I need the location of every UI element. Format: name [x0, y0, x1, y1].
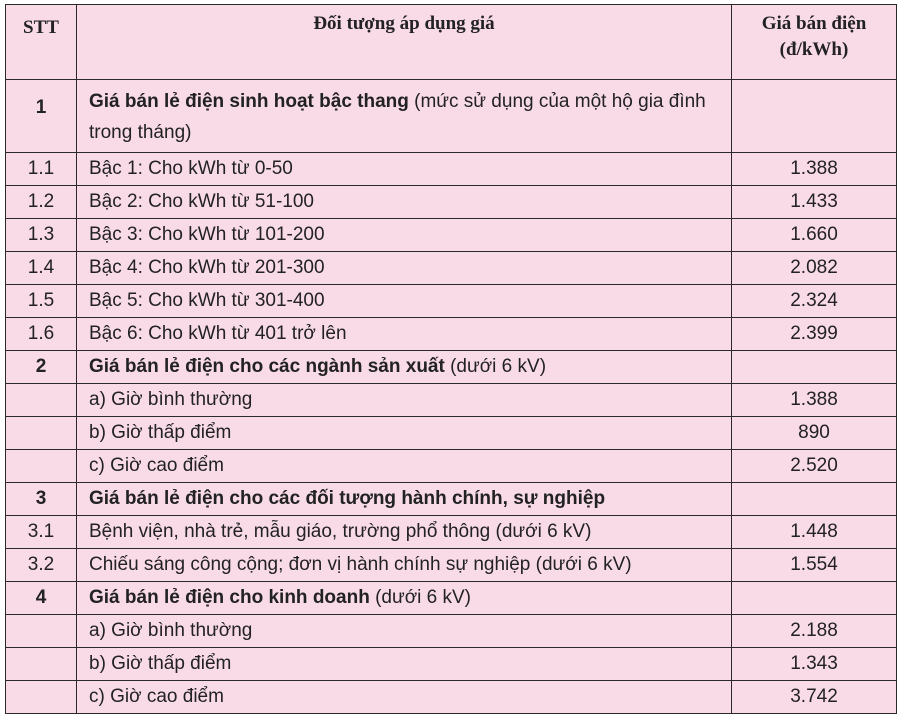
row-stt	[6, 384, 77, 417]
table-row	[6, 219, 897, 252]
row-label: Bệnh viện, nhà trẻ, mẫu giáo, trường phổ thông (dưới 6 kV)	[77, 516, 732, 549]
row-label-bold: Giá bán lẻ điện cho các ngành sản xuất	[89, 356, 445, 377]
row-stt: 1.1	[6, 153, 77, 186]
row-label	[77, 483, 732, 516]
row-label: b) Giờ thấp điểm	[77, 648, 732, 681]
row-price	[732, 351, 897, 384]
row-price: 890	[732, 417, 897, 450]
row-price: 1.388	[732, 384, 897, 417]
row-stt: 3.2	[6, 549, 77, 582]
row-stt: 1.5	[6, 285, 77, 318]
row-label: Bậc 1: Cho kWh từ 0-50	[77, 153, 732, 186]
table-row	[6, 582, 897, 615]
table-row	[6, 450, 897, 483]
table-row	[6, 384, 897, 417]
row-stt: 2	[6, 351, 77, 384]
table-row	[6, 80, 897, 153]
table-row	[6, 648, 897, 681]
row-price: 2.188	[732, 615, 897, 648]
row-stt	[6, 681, 77, 714]
row-label: b) Giờ thấp điểm	[77, 417, 732, 450]
row-label-bold: Giá bán lẻ điện cho kinh doanh	[89, 587, 370, 608]
row-stt	[6, 648, 77, 681]
row-label	[77, 351, 732, 384]
header-price-line1: Giá bán điện	[761, 13, 867, 34]
row-price: 2.520	[732, 450, 897, 483]
row-stt: 1.3	[6, 219, 77, 252]
table-row	[6, 681, 897, 714]
row-stt: 1.4	[6, 252, 77, 285]
row-label	[77, 80, 732, 153]
row-label: c) Giờ cao điểm	[77, 450, 732, 483]
row-label: c) Giờ cao điểm	[77, 681, 732, 714]
table-header-row	[6, 5, 897, 80]
row-price: 1.448	[732, 516, 897, 549]
table-row	[6, 252, 897, 285]
row-price: 1.554	[732, 549, 897, 582]
row-label: Chiếu sáng công cộng; đơn vị hành chính sự nghiệp (dưới 6 kV)	[77, 549, 732, 582]
table-row	[6, 483, 897, 516]
row-stt: 3.1	[6, 516, 77, 549]
header-object: Đối tượng áp dụng giá	[77, 5, 732, 80]
row-stt: 4	[6, 582, 77, 615]
row-label-rest: (dưới 6 kV)	[444, 356, 547, 377]
row-stt	[6, 615, 77, 648]
row-stt: 3	[6, 483, 77, 516]
row-label: Bậc 5: Cho kWh từ 301-400	[77, 285, 732, 318]
table-row	[6, 417, 897, 450]
row-stt: 1.6	[6, 318, 77, 351]
row-label-bold: Giá bán lẻ điện sinh hoạt bậc thang	[89, 91, 409, 112]
row-price: 1.660	[732, 219, 897, 252]
row-label: a) Giờ bình thường	[77, 384, 732, 417]
row-label-rest: (mức sử dụng của một hộ gia đình trong tháng)	[89, 91, 706, 143]
row-price: 3.742	[732, 681, 897, 714]
header-price-line2: (đ/kWh)	[779, 39, 849, 60]
row-stt: 1	[6, 80, 77, 153]
table-row	[6, 186, 897, 219]
price-table-container	[5, 4, 896, 712]
table-row	[6, 516, 897, 549]
row-price	[732, 80, 897, 153]
row-price: 1.388	[732, 153, 897, 186]
row-price: 1.433	[732, 186, 897, 219]
table-row	[6, 318, 897, 351]
header-price	[732, 5, 897, 80]
row-label: Bậc 6: Cho kWh từ 401 trở lên	[77, 318, 732, 351]
table-row	[6, 549, 897, 582]
row-label-rest: (dưới 6 kV)	[369, 587, 472, 608]
row-label: Bậc 4: Cho kWh từ 201-300	[77, 252, 732, 285]
row-price: 2.082	[732, 252, 897, 285]
header-stt: STT	[6, 5, 77, 80]
row-label	[77, 582, 732, 615]
row-price	[732, 582, 897, 615]
row-price: 2.399	[732, 318, 897, 351]
table-row	[6, 351, 897, 384]
row-price: 2.324	[732, 285, 897, 318]
row-price: 1.343	[732, 648, 897, 681]
row-price	[732, 483, 897, 516]
electricity-price-table	[5, 4, 897, 714]
table-row	[6, 615, 897, 648]
table-row	[6, 153, 897, 186]
row-label-bold: Giá bán lẻ điện cho các đối tượng hành chính, sự nghiệp	[89, 488, 606, 509]
row-stt	[6, 450, 77, 483]
row-stt: 1.2	[6, 186, 77, 219]
row-label: Bậc 3: Cho kWh từ 101-200	[77, 219, 732, 252]
table-row	[6, 285, 897, 318]
row-label: Bậc 2: Cho kWh từ 51-100	[77, 186, 732, 219]
row-stt	[6, 417, 77, 450]
row-label: a) Giờ bình thường	[77, 615, 732, 648]
